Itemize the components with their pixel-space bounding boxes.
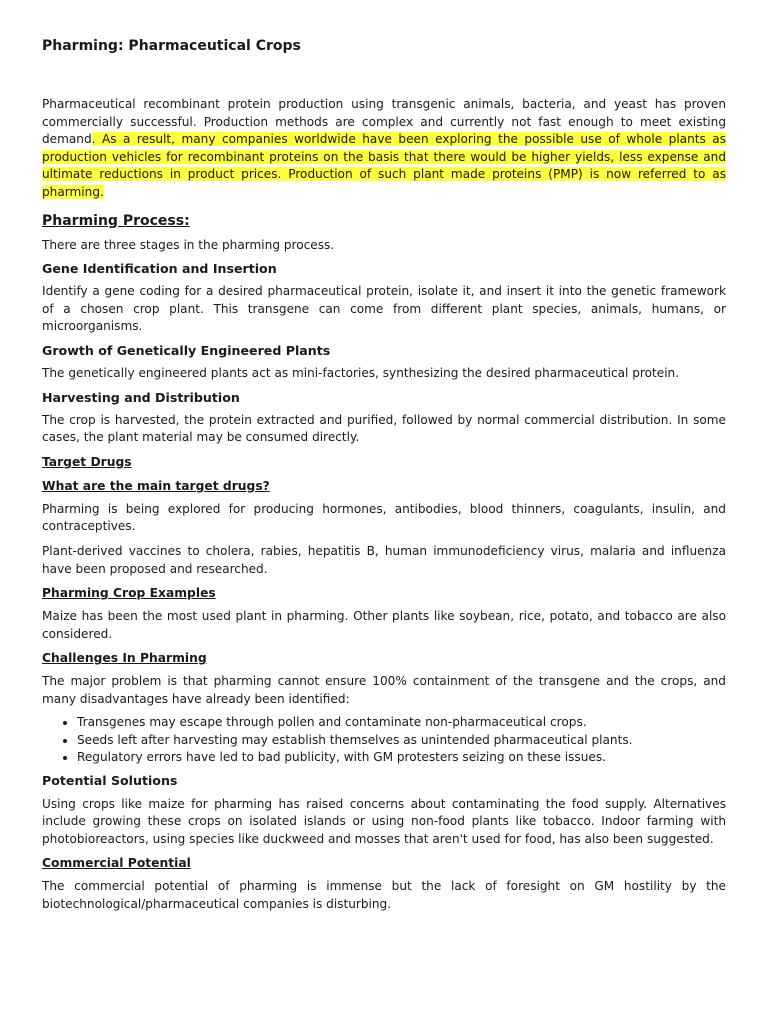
stage-1-heading: Gene Identification and Insertion — [42, 261, 277, 277]
stage-3-heading: Harvesting and Distribution — [42, 389, 240, 405]
commercial-text: The commercial potential of pharming is immense but the lack of foresight on GM hostility by the biotechnological/pharmaceutical companies is disturbing. — [42, 879, 726, 912]
solutions-text: Using crops like maize for pharming has raised concerns about contaminating the food supply. Alternatives include growing these crops on isolated islands or using non-food plants like tobacco. Indoor farming with photobioreactors, using species like duckweed and mosses that aren't used for food, has also been suggested. — [42, 796, 726, 846]
challenges-text: The major problem is that pharming cannot ensure 100% containment of the transgene and the crops, and many disadvantages have already been identified: — [42, 674, 726, 706]
crop-examples-text: Maize has been the most used plant in pharming. Other plants like soybean, rice, potato, and tobacco are also considered. — [42, 609, 726, 641]
stage-2-heading: Growth of Genetically Engineered Plants — [42, 342, 331, 358]
target-drugs-paragraph-2: Plant-derived vaccines to cholera, rabies, hepatitis B, human immunodeficiency virus, malaria and influenza have been proposed and researched. — [42, 543, 726, 576]
intro-highlighted-text: . As a result, many companies worldwide have been exploring the possible use of whole plants as production vehicles for recombinant proteins on the basis that there would be higher yields, less expense and ultimate reductions in product prices. Production of such plant made proteins (PMP) is now referred to as pharming. — [42, 132, 726, 199]
list-item: • Transgenes may escape through pollen and contaminate non-pharmaceutical crops. — [77, 714, 726, 731]
document-page — [42, 36, 726, 914]
target-drugs-paragraph-1: Pharming is being explored for producing hormones, antibodies, blood thinners, coagulants, insulin, and contraceptives. — [42, 501, 726, 534]
intro-plain-text: Pharmaceutical recombinant protein production using transgenic animals, bacteria, and yeast has proven commercially successful. Production methods are complex and currently not fast enough to meet existing demand — [42, 97, 726, 147]
target-drugs-heading: Target Drugs — [42, 454, 132, 469]
intro-paragraph — [42, 96, 726, 202]
stage-2-text: The genetically engineered plants act as mini-factories, synthesizing the desired pharmaceutical protein. — [42, 365, 680, 380]
process-intro: There are three stages in the pharming process. — [42, 237, 335, 252]
commercial-heading: Commercial Potential — [42, 856, 191, 871]
list-item: • Seeds left after harvesting may establish themselves as unintended pharmaceutical plants. — [77, 732, 726, 749]
challenges-heading: Challenges In Pharming — [42, 651, 207, 666]
document-title: Pharming: Pharmaceutical Crops — [42, 38, 301, 54]
challenges-list — [42, 714, 726, 766]
target-drugs-question: What are the main target drugs? — [42, 478, 270, 493]
stage-3-text: The crop is harvested, the protein extracted and purified, followed by normal commercial distribution. In some cases, the plant material may be consumed directly. — [42, 412, 726, 445]
pharming-process-heading: Pharming Process: — [42, 212, 190, 229]
crop-examples-heading: Pharming Crop Examples — [42, 586, 216, 601]
stage-1-text: Identify a gene coding for a desired pharmaceutical protein, isolate it, and insert it into the genetic framework of a chosen crop plant. This transgene can come from different plant species, animals, humans, or microorganisms. — [42, 284, 726, 334]
list-item: • Regulatory errors have led to bad publicity, with GM protesters seizing on these issues. — [77, 749, 726, 766]
solutions-heading: Potential Solutions — [42, 772, 178, 788]
